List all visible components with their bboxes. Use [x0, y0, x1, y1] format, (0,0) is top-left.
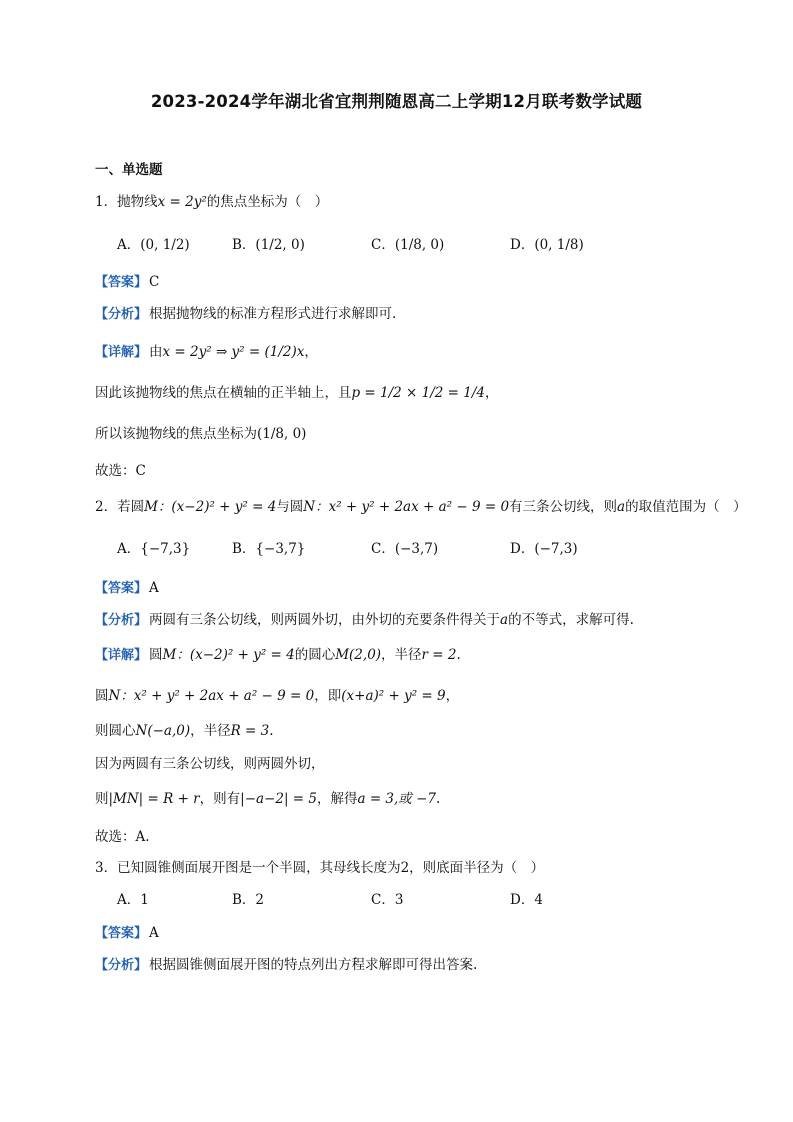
option-text: (0, 1/2) — [140, 237, 190, 253]
option-text: (1/2, 0) — [255, 237, 305, 253]
option-text: 2 — [255, 892, 265, 908]
q2-l5-a: 则 — [95, 791, 109, 807]
q2-stem-b: 与圆 — [276, 499, 304, 515]
analysis-tag: 【分析】 — [95, 613, 148, 628]
q2-detail-b: 的圆心 — [294, 647, 336, 663]
q2-l3-a: 则圆心 — [95, 723, 136, 739]
q2-l2-a: 圆 — [95, 688, 109, 704]
q1-option-c — [371, 235, 444, 255]
q2-detail-d: . — [456, 647, 461, 663]
q2-l5-m1: |MN| = R + r — [108, 791, 200, 807]
q3-option-a — [117, 890, 149, 910]
q2-option-d — [510, 539, 578, 559]
option-text: (0, 1/8) — [534, 237, 584, 253]
q1-option-a — [117, 235, 190, 255]
q2-detail-a: 圆 — [149, 647, 163, 663]
q2-detail-line4: 因为两圆有三条公切线，则两圆外切， — [95, 756, 325, 772]
option-label: D． — [510, 541, 535, 557]
option-text: 4 — [534, 892, 543, 908]
q2-stem-c: 有三条公切线，则 — [509, 499, 618, 515]
q2-detail-m1: M：(x−2)² + y² = 4 — [162, 647, 295, 663]
q1-detail-math: x = 2y² ⇒ y² = (1/2)x — [162, 344, 305, 360]
option-label: D． — [510, 892, 535, 908]
option-text: {−7,3} — [140, 541, 191, 557]
option-label: B． — [232, 237, 256, 253]
q2-l5-b: ，则有 — [199, 791, 241, 807]
q3-analysis-text: 根据圆锥侧面展开图的特点列出方程求解即可得出答案. — [149, 957, 478, 973]
q1-stem — [95, 192, 328, 212]
option-label: B． — [232, 892, 256, 908]
q2-stem — [95, 497, 747, 517]
q2-analysis — [95, 610, 634, 631]
answer-tag: 【答案】 — [95, 926, 148, 941]
q2-l3-m2: R = 3 — [230, 723, 270, 739]
q1-stem-math: x = 2y² — [157, 194, 207, 210]
q2-option-a — [117, 539, 190, 559]
q3-option-b — [232, 890, 264, 910]
option-label: A． — [117, 237, 141, 253]
q3-option-c — [371, 890, 403, 910]
q1-analysis — [95, 304, 396, 325]
q2-l3-b: ，半径 — [190, 723, 231, 739]
q2-stem-a: 2．若圆 — [95, 499, 145, 515]
answer-tag: 【答案】 — [95, 275, 148, 290]
q2-stem-m2: N：x² + y² + 2ax + a² − 9 = 0 — [303, 499, 510, 515]
q2-option-b — [232, 539, 305, 559]
q1-stem-post: 的焦点坐标为（ ） — [206, 194, 329, 210]
q2-l3-m1: N(−a,0) — [135, 723, 191, 739]
q2-answer-value: A — [149, 580, 159, 596]
q1-detail-pre: 由 — [149, 344, 163, 360]
q2-stem-m3: a — [617, 499, 626, 515]
q2-choose: 故选：A. — [95, 829, 150, 845]
q1-line3-math: (1/8, 0) — [257, 426, 307, 442]
q3-answer-value: A — [149, 925, 159, 941]
q2-l2-c: ， — [445, 688, 460, 704]
q2-l2-b: ，即 — [314, 688, 342, 704]
option-text: (−3,7) — [394, 541, 439, 557]
q2-option-c — [371, 539, 438, 559]
q1-answer-value: C — [149, 274, 160, 290]
q1-stem-pre: 1．抛物线 — [95, 194, 158, 210]
q1-choose: 故选：C — [95, 463, 146, 479]
q2-stem-m1: M：(x−2)² + y² = 4 — [144, 499, 277, 515]
q1-detail — [95, 342, 318, 363]
q1-line2-post: ， — [485, 385, 499, 401]
q2-analysis-post: 的不等式，求解可得. — [508, 612, 634, 628]
analysis-tag: 【分析】 — [95, 307, 148, 322]
option-label: D． — [510, 237, 535, 253]
option-label: B． — [232, 541, 256, 557]
q1-answer — [95, 272, 159, 293]
q2-l3-c: . — [269, 723, 274, 739]
answer-tag: 【答案】 — [95, 581, 148, 596]
q1-detail-line3 — [95, 424, 306, 444]
option-text: {−3,7} — [255, 541, 306, 557]
q2-detail-line2 — [95, 686, 459, 706]
q2-analysis-math: a — [500, 612, 509, 628]
q1-option-d — [510, 235, 584, 255]
q1-line3-pre: 所以该抛物线的焦点坐标为 — [95, 426, 257, 442]
q2-l2-m1: N：x² + y² + 2ax + a² − 9 = 0 — [108, 688, 315, 704]
q2-l5-m3: a = 3,或 −7 — [357, 791, 436, 807]
q2-detail-line5 — [95, 789, 440, 809]
option-text: 3 — [394, 892, 404, 908]
page-title: 2023-2024学年湖北省宜荆荆随恩高二上学期12月联考数学试题 — [150, 92, 643, 111]
q1-analysis-text: 根据抛物线的标准方程形式进行求解即可. — [149, 306, 397, 322]
detail-tag: 【详解】 — [95, 648, 148, 663]
option-label: C． — [371, 237, 395, 253]
q3-option-d — [510, 890, 543, 910]
q3-answer — [95, 923, 159, 944]
option-label: A． — [117, 541, 141, 557]
q2-detail-line3 — [95, 721, 274, 741]
q2-l5-m2: |−a−2| = 5 — [240, 791, 317, 807]
q2-l2-m2: (x+a)² + y² = 9 — [341, 688, 446, 704]
option-text: (1/8, 0) — [394, 237, 445, 253]
q1-line2-math: p = 1/2 × 1/2 = 1/4 — [351, 385, 486, 401]
q2-answer — [95, 578, 159, 599]
section-heading: 一、单选题 — [95, 162, 163, 178]
option-label: C． — [371, 892, 395, 908]
option-text: 1 — [140, 892, 149, 908]
q2-detail-c: ，半径 — [381, 647, 422, 663]
q2-detail-m3: r = 2 — [421, 647, 457, 663]
detail-tag: 【详解】 — [95, 345, 148, 360]
q2-stem-d: 的取值范围为（ ） — [625, 499, 747, 515]
q2-detail — [95, 645, 461, 666]
option-text: (−7,3) — [534, 541, 578, 557]
q2-l5-c: ，解得 — [316, 791, 358, 807]
q3-stem: 3．已知圆锥侧面展开图是一个半圆，其母线长度为2，则底面半径为（ ） — [95, 860, 545, 876]
q2-l5-d: . — [436, 791, 441, 807]
option-label: C． — [371, 541, 395, 557]
analysis-tag: 【分析】 — [95, 958, 148, 973]
q2-analysis-pre: 两圆有三条公切线，则两圆外切，由外切的充要条件得关于 — [149, 612, 501, 628]
option-label: A． — [117, 892, 141, 908]
q1-option-b — [232, 235, 305, 255]
q1-detail-post: ， — [304, 344, 318, 360]
q3-analysis — [95, 955, 477, 976]
q1-detail-line2 — [95, 383, 499, 403]
q2-detail-m2: M(2,0) — [335, 647, 382, 663]
q1-line2-pre: 因此该抛物线的焦点在横轴的正半轴上，且 — [95, 385, 352, 401]
